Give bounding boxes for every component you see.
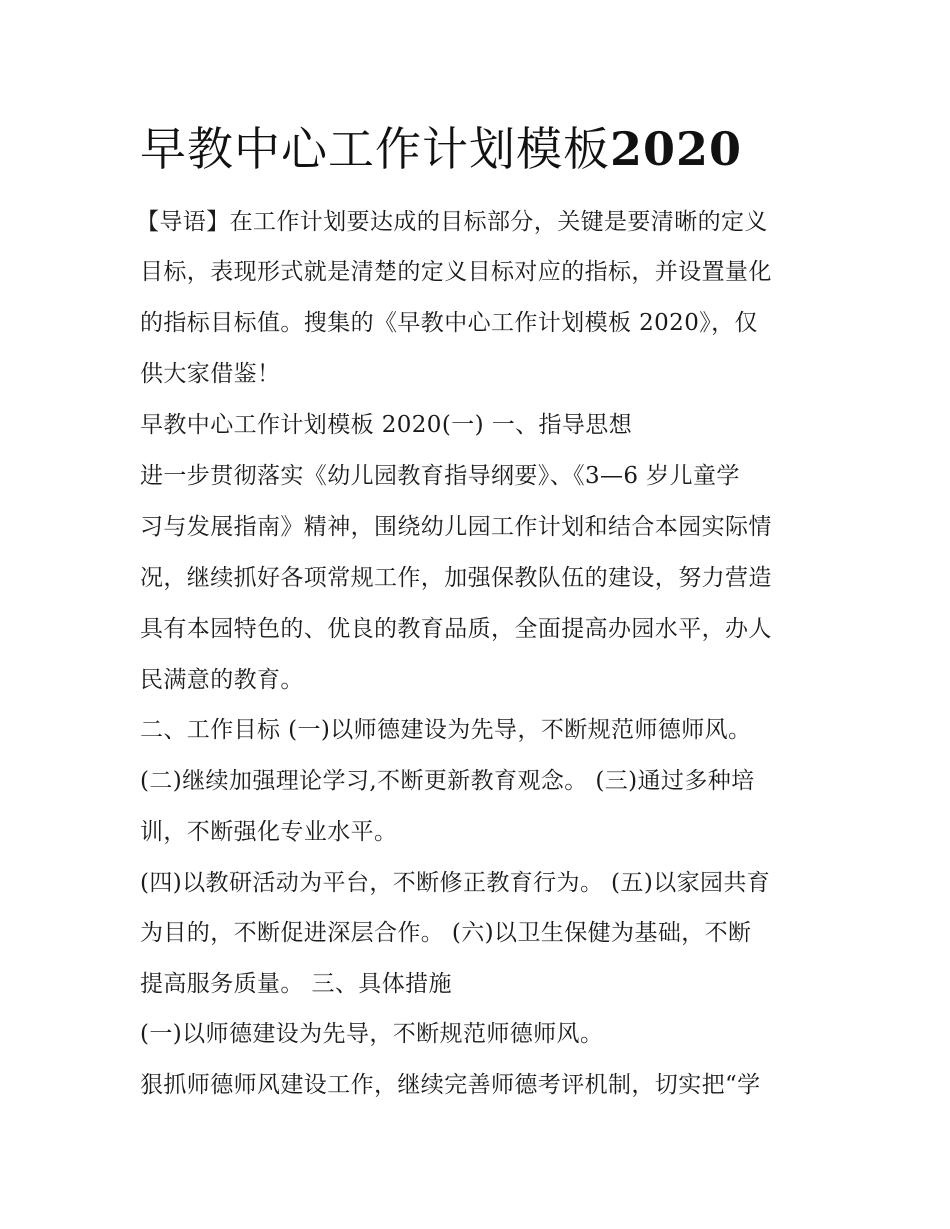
paragraph-line: 的指标目标值。搜集的《早教中心工作计划模板 2020》，仅 — [140, 310, 758, 336]
paragraph-line: 目标，表现形式就是清楚的定义目标对应的指标，并设置量化 — [140, 259, 772, 285]
paragraph-line: (一)以师德建设为先导，不断规范师德师风。 — [140, 1021, 604, 1047]
paragraph-line: 狠抓师德师风建设工作，继续完善师德考评机制，切实把“学 — [140, 1072, 761, 1098]
paragraph-line: (二)继续加强理论学习,不断更新教育观念。 (三)通过多种培 — [140, 768, 755, 794]
section-heading: 二、工作目标 (一)以师德建设为先导，不断规范师德师风。 — [140, 717, 752, 743]
title-year: 2020 — [610, 122, 743, 176]
paragraph-line: 况，继续抓好各项常规工作，加强保教队伍的建设，努力营造 — [140, 565, 772, 591]
document-title — [140, 114, 840, 184]
paragraph-line: 民满意的教育。 — [140, 667, 304, 693]
paragraph-line: 供大家借鉴！ — [140, 361, 281, 387]
paragraph-line: 习与发展指南》精神，围绕幼儿园工作计划和结合本园实际情 — [140, 514, 772, 540]
section-heading: 早教中心工作计划模板 2020(一) 一、指导思想 — [140, 412, 633, 438]
paragraph-line: 训，不断强化专业水平。 — [140, 819, 398, 845]
paragraph-line: 【导语】在工作计划要达成的目标部分，关键是要清晰的定义 — [136, 209, 768, 235]
paragraph-line: (四)以教研活动为平台，不断修正教育行为。 (五)以家园共育 — [140, 870, 771, 896]
paragraph-line: 提高服务质量。 三、具体措施 — [140, 971, 452, 997]
paragraph-line: 进一步贯彻落实《幼儿园教育指导纲要》、《3—6 岁儿童学 — [140, 463, 740, 489]
paragraph-line: 为目的，不断促进深层合作。 (六)以卫生保健为基础，不断 — [140, 920, 752, 946]
paragraph-line: 具有本园特色的、优良的教育品质，全面提高办园水平，办人 — [140, 616, 772, 642]
title-text: 早教中心工作计划模板 — [140, 122, 610, 176]
